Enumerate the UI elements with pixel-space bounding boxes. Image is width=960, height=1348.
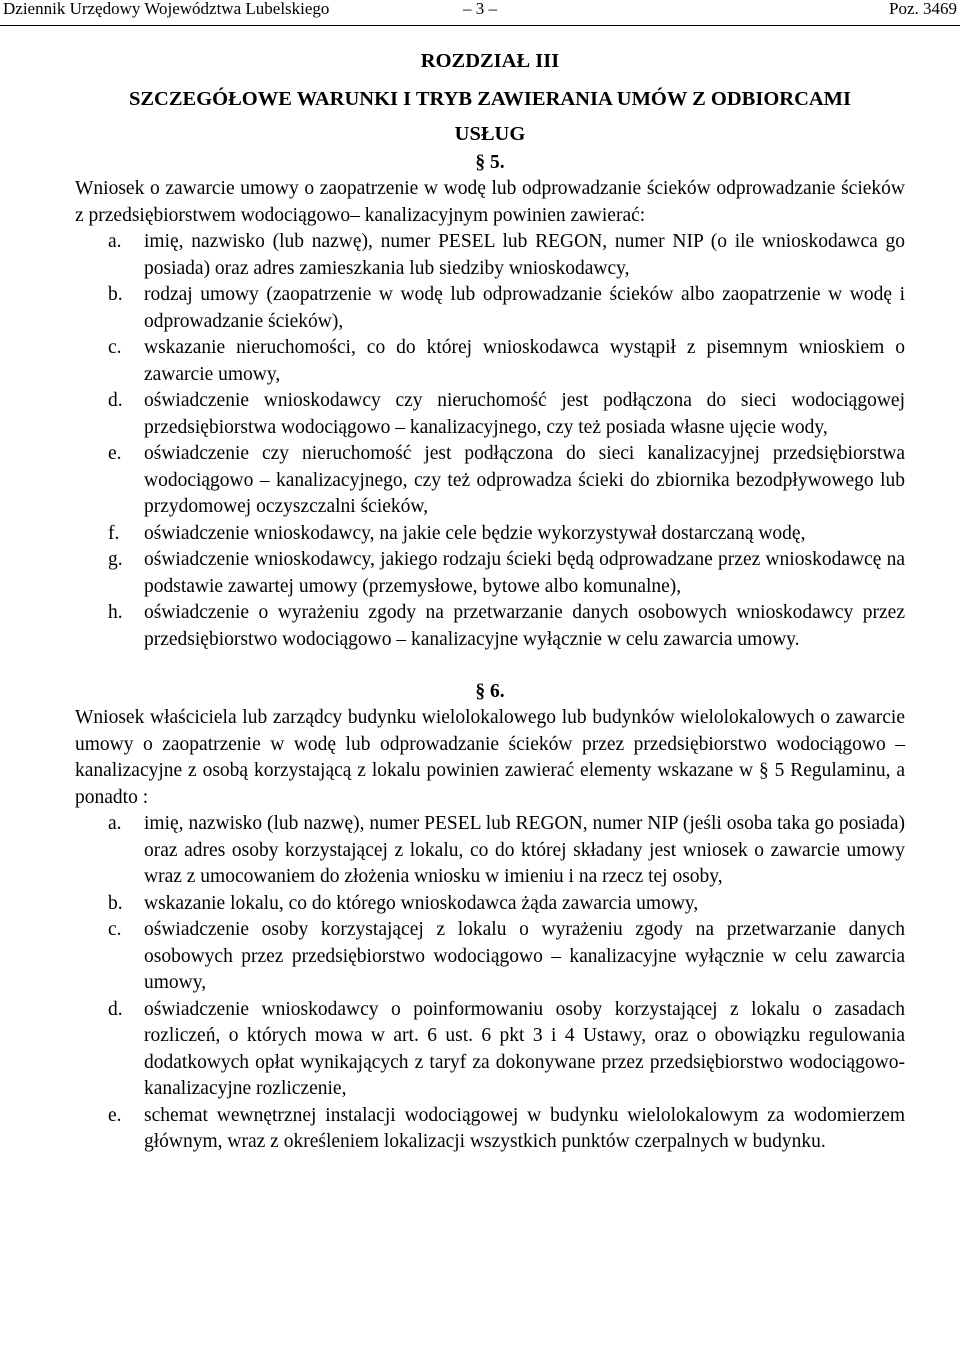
list-item-label: d. [108,998,123,1020]
list-item-text: imię, nazwisko (lub nazwę), numer PESEL lub REGON, numer NIP (o ile wnioskodawca go posiada) oraz adres zamieszkania lub siedziby wnioskodawcy, [144,231,905,279]
list-item-text: rodzaj umowy (zaopatrzenie w wodę lub odprowadzanie ścieków albo zaopatrzenie w wodę i odprowadzanie ścieków), [144,284,905,332]
list-item [108,600,905,653]
list-item-label: f. [108,522,120,544]
section-5-intro: Wniosek o zawarcie umowy o zaopatrzenie w wodę lub odprowadzanie ścieków odprowadzanie ścieków z przedsiębiorstwem wodociągowo– kanalizacyjnym powinien zawierać: [75,178,905,226]
chapter-subtitle-line1: SZCZEGÓŁOWE WARUNKI I TRYB ZAWIERANIA UMÓW Z ODBIORCAMI [128,88,852,110]
chapter-subtitle-line2: USŁUG [454,123,526,145]
list-item-text: oświadczenie wnioskodawcy, na jakie cele będzie wykorzystywał dostarczaną wodę, [144,522,806,544]
chapter-title: ROZDZIAŁ III [420,50,560,72]
section-6-intro: Wniosek właściciela lub zarządcy budynku wielolokalowego lub budynków wielolokalowych o zawarcie umowy o zaopatrzenie w wodę lub odprowadzanie ścieków przez przedsiębiorstwo wodociągowo – kanalizacyjne z osobą korzystającą z lokalu powinien zawierać elementy wskazane w § 5 Regulaminu, a ponadto : [75,707,905,808]
list-item-label: e. [108,443,122,464]
list-item-label: b. [108,284,123,305]
list-item [108,547,905,600]
list-item-text: oświadczenie wnioskodawcy, jakiego rodzaju ścieki będą odprowadzane przez wnioskodawcę na podstawie zawartej umowy (przemysłowe, bytowe albo komunalne), [144,549,905,597]
list-item [108,1103,905,1156]
list-item-label: g. [108,549,123,570]
section-5 [75,150,905,653]
list-item-label: c. [108,337,122,358]
section-6-list [75,811,905,1156]
list-item [108,335,905,388]
list-item-text: schemat wewnętrznej instalacji wodociągowej w budynku wielolokalowym za wodomierzem głównym, wraz z określeniem lokalizacji wszystkich punktów czerpalnych w budynku. [144,1104,905,1152]
list-item [108,521,905,548]
list-item-text: wskazanie nieruchomości, co do której wnioskodawca wystąpił z pisemnym wnioskiem o zawarcie umowy, [144,337,905,385]
list-item [108,282,905,335]
section-5-list [75,229,905,653]
list-item-text: wskazanie lokalu, co do którego wnioskodawca żąda zawarcia umowy, [144,892,699,914]
list-item-text: oświadczenie o wyrażeniu zgody na przetwarzanie danych osobowych wnioskodawcy przez przedsiębiorstwo wodociągowo – kanalizacyjne wyłącznie w celu zawarcia umowy. [144,602,905,650]
list-item-text: oświadczenie wnioskodawcy o poinformowaniu osoby korzystającej z lokalu o zasadach rozliczeń, o których mowa w art. 6 ust. 6 pkt 3 i 4 Ustawy, oraz o obowiązku regulowania dodatkowych opłat wynikających z taryf za dokonywane przez przedsiębiorstwo wodociągowo-kanalizacyjne rozliczenie, [144,998,905,1099]
journal-title: Dziennik Urzędowy Województwa Lubelskiego [3,0,330,18]
item-number: Poz. 3469 [889,0,957,18]
section-6-title: § 6. [475,681,505,702]
list-item [108,388,905,441]
list-item-text: oświadczenie osoby korzystającej z lokalu o wyrażeniu zgody na przetwarzanie danych osobowych przez przedsiębiorstwo wodociągowo – kanalizacyjne wyłącznie w celu zawarcia umowy, [144,919,905,993]
list-item-label: h. [108,602,123,623]
list-item-label: c. [108,919,122,940]
list-item-text: oświadczenie czy nieruchomość jest podłączona do sieci kanalizacyjnej przedsiębiorstwa wodociągowo – kanalizacyjnego, czy też odprowadza ścieki do zbiornika bezodpływowego lub przydomowej oczyszczalni ścieków, [144,443,905,517]
list-item [108,997,905,1103]
list-item-text: imię, nazwisko (lub nazwę), numer PESEL lub REGON, numer NIP (jeśli osoba taka go posiada) oraz adres osoby korzystającej z lokalu, co do której składany jest wniosek o zawarcie umowy wraz z umocowaniem do złożenia wniosku w imieniu i na rzecz tej osoby, [144,813,905,887]
list-item-label: d. [108,390,123,411]
list-item [108,917,905,997]
list-item-label: e. [108,1104,122,1126]
page-number: – 3 – [463,0,497,18]
section-5-title: § 5. [475,152,505,173]
document-body [75,42,905,1156]
list-item [108,891,905,918]
list-item-label: a. [108,813,122,834]
list-item-label: a. [108,231,122,252]
list-item [108,811,905,891]
list-item [108,441,905,521]
list-item-label: b. [108,892,123,914]
list-item [108,229,905,282]
list-item-text: oświadczenie wnioskodawcy czy nieruchomość jest podłączona do sieci wodociągowej przedsiębiorstwa wodociągowo – kanalizacyjnego, czy też posiada własne ujęcie wody, [144,390,905,438]
page-header [0,0,960,26]
section-6 [75,679,905,1156]
